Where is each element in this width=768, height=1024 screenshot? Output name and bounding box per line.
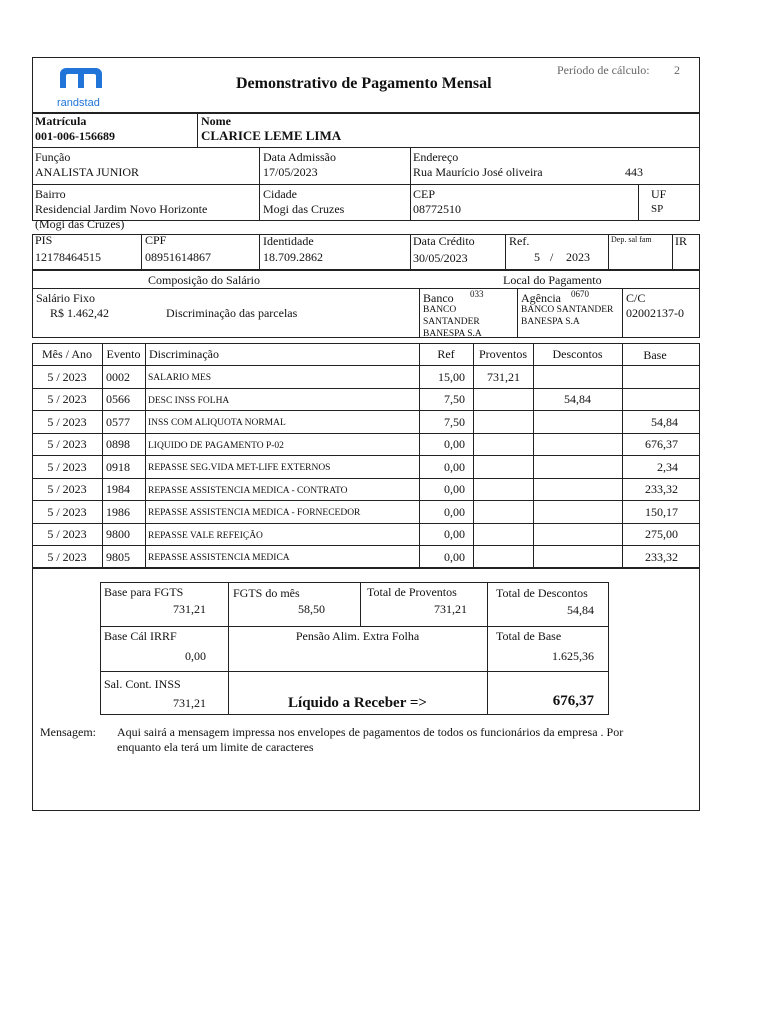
cell-discriminacao: LIQUIDO DE PAGAMENTO P-02 [148, 440, 284, 451]
cell-evento: 1984 [106, 482, 130, 496]
total-proventos-label: Total de Proventos [367, 585, 457, 599]
liquido-receber-value: 676,37 [552, 693, 594, 709]
cell-base: 676,37 [645, 437, 678, 451]
ref-separator: / [550, 250, 554, 264]
cpf-value: 08951614867 [145, 250, 211, 264]
cell-mes-ano: 5 / 2023 [47, 549, 87, 564]
cell-mes-ano: 5 / 2023 [47, 459, 87, 474]
pis-label: PIS [35, 233, 53, 247]
cc-label: C/C [626, 291, 646, 305]
ir-label: IR [675, 234, 687, 248]
salario-fixo-value: R$ 1.462,42 [50, 306, 110, 320]
base-irrf-value: 0,00 [185, 649, 206, 663]
liquido-receber-label: Líquido a Receber => [288, 695, 427, 711]
ref-label: Ref. [509, 234, 530, 248]
pensao-label: Pensão Alim. Extra Folha [295, 629, 420, 643]
cpf-label: CPF [145, 233, 167, 247]
uf-label: UF [651, 187, 667, 201]
base-fgts-label: Base para FGTS [104, 585, 184, 599]
cidade-value: Mogi das Cruzes [263, 202, 345, 216]
banco-name-line3: BANESPA S.A [423, 329, 482, 339]
total-descontos-label: Total de Descontos [496, 586, 588, 600]
agencia-label: Agência [521, 291, 561, 305]
composicao-label: Composição do Salário [148, 273, 260, 287]
bairro-value-line1: Residencial Jardim Novo Horizonte [35, 202, 208, 216]
cell-base: 150,17 [645, 504, 678, 519]
randstad-logo [58, 66, 108, 110]
mensagem-line1: Aqui sairá a mensagem impressa nos envelopes de pagamentos de todos os funcionários da empresa . Por [117, 725, 624, 739]
endereco-value: Rua Maurício José oliveira [413, 165, 543, 179]
discriminacao-parcelas-label: Discriminação das parcelas [166, 306, 298, 320]
fgts-mes-value: 58,50 [298, 602, 325, 616]
base-fgts-value: 731,21 [173, 602, 206, 616]
banco-label: Banco [423, 291, 454, 305]
header-descontos: Descontos [552, 347, 603, 361]
cc-value: 02002137-0 [626, 306, 684, 320]
cell-discriminacao: REPASSE VALE REFEIÇÃO [148, 530, 263, 541]
cell-ref: 0,00 [444, 504, 465, 519]
total-descontos-value: 54,84 [567, 603, 594, 617]
banco-name-line1: BANCO [423, 305, 457, 315]
mensagem-label: Mensagem: [40, 725, 96, 739]
total-base-value: 1.625,36 [552, 649, 594, 663]
cell-ref: 0,00 [444, 437, 465, 451]
cell-base: 233,32 [645, 482, 678, 496]
nome-value: CLARICE LEME LIMA [201, 128, 342, 143]
header-discriminacao: Discriminação [149, 347, 219, 361]
uf-value: SP [651, 203, 664, 215]
mensagem-line2: enquanto ela terá um limite de caracteres [117, 740, 314, 754]
matricula-value: 001-006-156689 [35, 129, 115, 143]
cell-discriminacao: REPASSE ASSISTENCIA MEDICA - CONTRATO [148, 485, 348, 496]
agencia-name-line2: BANESPA S.A [521, 317, 580, 327]
randstad-logo-icon [58, 66, 104, 90]
ref-year: 2023 [566, 250, 590, 264]
header-evento: Evento [106, 347, 141, 361]
data-credito-value: 30/05/2023 [413, 251, 468, 265]
periodo-label: Período de cálculo: [557, 63, 650, 77]
cell-mes-ano: 5 / 2023 [47, 414, 87, 429]
cell-mes-ano: 5 / 2023 [47, 482, 87, 496]
header-proventos: Proventos [479, 347, 527, 361]
sal-cont-inss-value: 731,21 [173, 696, 206, 710]
fgts-mes-label: FGTS do mês [233, 586, 300, 600]
cell-evento: 0918 [106, 459, 130, 474]
header-mes-ano: Mês / Ano [41, 347, 92, 361]
endereco-label: Endereço [413, 150, 459, 164]
cell-discriminacao: REPASSE ASSISTENCIA MEDICA - FORNECEDOR [148, 508, 361, 518]
funcao-label: Função [35, 150, 71, 164]
cell-evento: 9800 [106, 527, 130, 541]
periodo-value: 2 [674, 63, 680, 77]
endereco-numero: 443 [625, 165, 643, 179]
dep-sal-fam-label: Dep. sal fam [611, 235, 652, 244]
matricula-label: Matrícula [35, 114, 87, 128]
cell-ref: 0,00 [444, 549, 465, 564]
cell-evento: 0002 [106, 369, 130, 384]
admissao-value: 17/05/2023 [263, 165, 318, 179]
cell-discriminacao: REPASSE SEG.VIDA MET-LIFE EXTERNOS [148, 463, 331, 473]
total-base-label: Total de Base [496, 629, 562, 643]
cell-base: 54,84 [651, 414, 678, 429]
cep-value: 08772510 [413, 202, 461, 216]
cell-mes-ano: 5 / 2023 [47, 527, 87, 541]
cell-base: 2,34 [657, 459, 678, 474]
cell-ref: 0,00 [444, 459, 465, 474]
cell-proventos: 731,21 [487, 369, 520, 384]
nome-label: Nome [201, 114, 231, 128]
cell-base: 275,00 [645, 527, 678, 541]
cell-evento: 1986 [106, 504, 130, 519]
salario-fixo-label: Salário Fixo [36, 291, 95, 305]
cell-discriminacao: INSS COM ALIQUOTA NORMAL [148, 418, 286, 428]
identidade-value: 18.709.2862 [263, 250, 323, 264]
base-irrf-label: Base Cál IRRF [104, 629, 177, 643]
funcao-value: ANALISTA JUNIOR [35, 165, 140, 179]
cell-ref: 0,00 [444, 527, 465, 541]
banco-code: 033 [470, 289, 484, 299]
sal-cont-inss-label: Sal. Cont. INSS [104, 677, 181, 691]
cell-evento: 0566 [106, 392, 130, 406]
bairro-value-line2: (Mogi das Cruzes) [35, 217, 125, 231]
cell-descontos: 54,84 [564, 392, 591, 406]
cell-discriminacao: REPASSE ASSISTENCIA MEDICA [148, 553, 290, 563]
admissao-label: Data Admissão [263, 150, 336, 164]
logo-text: randstad [57, 97, 100, 109]
cell-base: 233,32 [645, 549, 678, 564]
header-ref: Ref [437, 347, 455, 361]
total-proventos-value: 731,21 [434, 602, 467, 616]
cell-evento: 9805 [106, 549, 130, 564]
cell-evento: 0898 [106, 437, 130, 451]
cell-mes-ano: 5 / 2023 [47, 392, 87, 406]
ids-box [32, 234, 700, 270]
cell-ref: 7,50 [444, 414, 465, 429]
cell-ref: 7,50 [444, 392, 465, 406]
cep-label: CEP [413, 187, 436, 201]
cidade-label: Cidade [263, 187, 297, 201]
bairro-label: Bairro [35, 187, 66, 201]
cell-ref: 15,00 [438, 369, 465, 384]
data-credito-label: Data Crédito [413, 234, 475, 248]
cell-mes-ano: 5 / 2023 [47, 504, 87, 519]
cell-discriminacao: SALARIO MES [148, 373, 212, 383]
agencia-code: 0670 [571, 289, 589, 299]
identidade-label: Identidade [263, 234, 314, 248]
cell-discriminacao: DESC INSS FOLHA [148, 395, 230, 406]
banco-name-line2: SANTANDER [423, 317, 480, 327]
header-base: Base [643, 348, 667, 362]
ref-month: 5 [534, 250, 540, 264]
document-title: Demonstrativo de Pagamento Mensal [236, 75, 492, 92]
cell-mes-ano: 5 / 2023 [47, 437, 87, 451]
local-pagamento-label: Local do Pagamento [503, 273, 602, 287]
pis-value: 12178464515 [35, 250, 101, 264]
cell-evento: 0577 [106, 414, 130, 429]
cell-ref: 0,00 [444, 482, 465, 496]
cell-mes-ano: 5 / 2023 [47, 369, 87, 384]
agencia-name-line1: BANCO SANTANDER [521, 305, 614, 315]
